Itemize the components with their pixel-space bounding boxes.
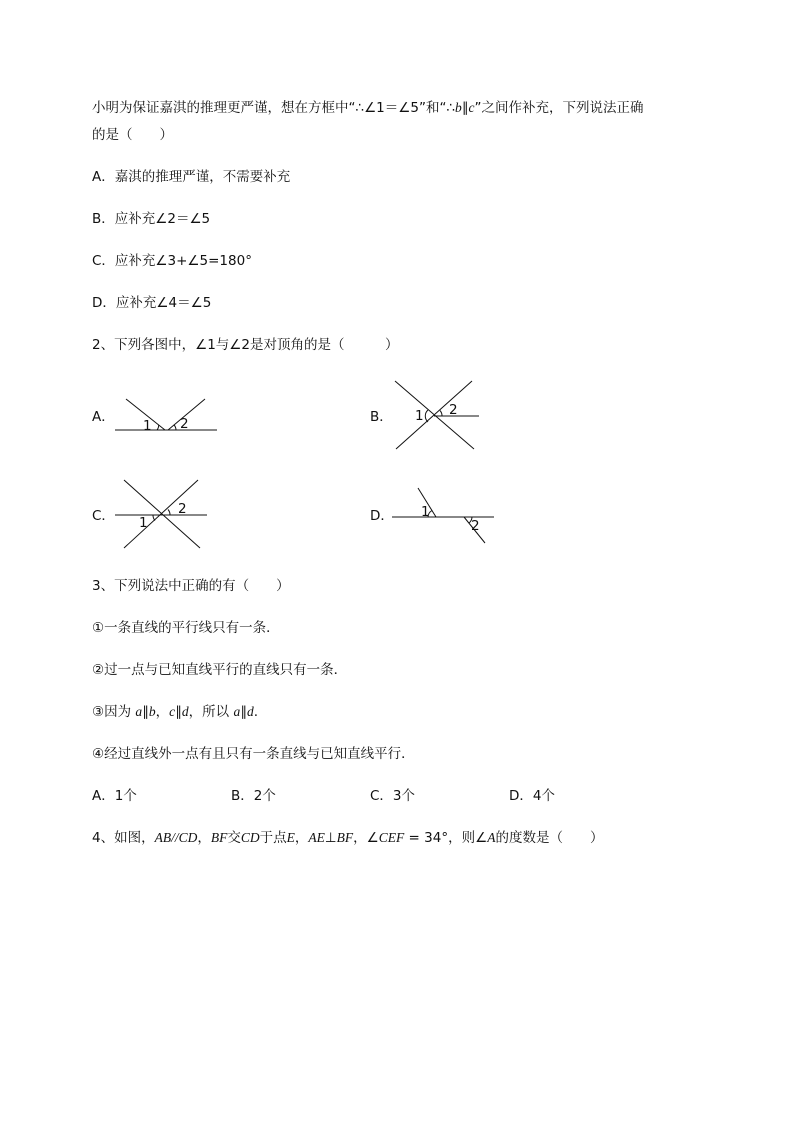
q3-statement-3: ③因为 a∥b，c∥d，所以 a∥d. <box>92 704 258 720</box>
q2-figure-d[interactable] <box>392 486 497 546</box>
q3-statement-4: ④经过直线外一点有且只有一条直线与已知直线平行． <box>92 746 415 762</box>
angle-1-label: 1 <box>421 504 430 520</box>
var-c: c <box>468 100 475 115</box>
q3-statement-2: ②过一点与已知直线平行的直线只有一条． <box>92 662 348 678</box>
q1-option-c[interactable]: C．应补充∠3+∠5=180° <box>92 253 252 269</box>
angle-2-label: 2 <box>449 402 458 418</box>
figure-b-diagram <box>392 379 482 451</box>
q3-option-d[interactable]: D．4个 <box>509 788 555 804</box>
angle-2-label: 2 <box>178 501 187 517</box>
q2-option-d-label[interactable]: D． <box>370 508 394 524</box>
q2-figure-b[interactable] <box>392 379 482 451</box>
q2-figure-a[interactable] <box>112 393 222 438</box>
q1-stem-line1: 小明为保证嘉淇的推理更严谨，想在方框中“∴∠1＝∠5”和“∴b∥c”之间作补充，下列说法正确 <box>92 100 644 116</box>
q3-option-c[interactable]: C．3个 <box>370 788 416 804</box>
q1-option-d[interactable]: D．应补充∠4＝∠5 <box>92 295 212 311</box>
figure-d-diagram <box>392 486 497 546</box>
angle-1-label: 1 <box>415 408 424 424</box>
angle-1-label: 1 <box>139 515 148 531</box>
q1-option-b[interactable]: B．应补充∠2＝∠5 <box>92 211 211 227</box>
q3-option-b[interactable]: B．2个 <box>231 788 276 804</box>
figure-a-diagram <box>112 393 222 438</box>
angle-2-label: 2 <box>180 416 189 432</box>
q3-stem: 3、下列说法中正确的有（ ） <box>92 578 290 594</box>
angle-1-label: 1 <box>143 418 152 434</box>
q3-statement-1: ①一条直线的平行线只有一条． <box>92 620 280 636</box>
parallel-sign: ∥ <box>461 100 469 116</box>
q2-figure-c[interactable] <box>114 478 214 550</box>
angle-2-label: 2 <box>471 518 480 534</box>
q1-option-a[interactable]: A．嘉淇的推理严谨，不需要补充 <box>92 169 291 185</box>
q2-option-c-label[interactable]: C． <box>92 508 115 524</box>
q3-option-a[interactable]: A．1个 <box>92 788 137 804</box>
q2-option-b-label[interactable]: B． <box>370 409 393 425</box>
q1-stem-line2: 的是（ ） <box>92 127 173 143</box>
figure-c-diagram <box>114 478 214 550</box>
q4-stem: 4、如图，AB//CD，BF交CD于点E，AE⊥BF，∠CEF = 34°，则∠A的度数是（ ） <box>92 830 604 846</box>
var-b: b <box>455 100 462 115</box>
q2-option-a-label[interactable]: A． <box>92 409 115 425</box>
q2-stem: 2、下列各图中，∠1与∠2是对顶角的是（ ） <box>92 337 399 353</box>
